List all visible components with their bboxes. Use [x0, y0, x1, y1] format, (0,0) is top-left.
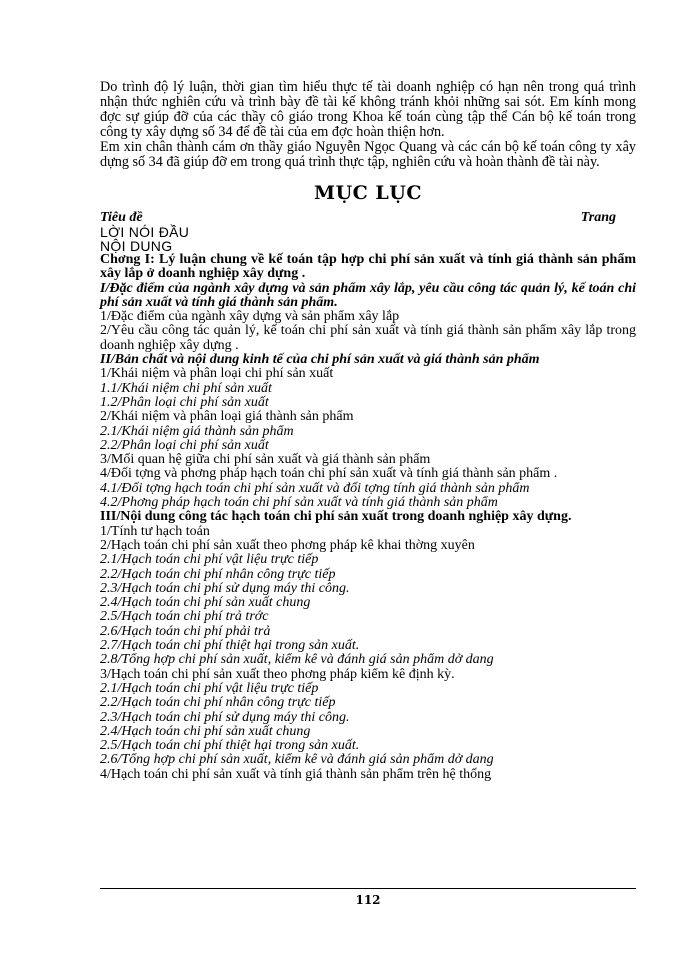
- toc-entry: 3/Mối quan hệ giữa chi phí sản xuất và giá thành sản phẩm: [100, 452, 431, 468]
- toc-col-title: Tiêu đề: [100, 210, 143, 225]
- toc-entry: 4/Đối tợng và phơng pháp hạch toán chi phí sản xuất và tính giá thành sản phẩm .: [100, 466, 558, 482]
- toc-entry: 2.5/Hạch toán chi phí thiệt hại trong sản xuất.: [100, 738, 360, 754]
- toc-entry: 4.1/Đối tợng hạch toán chi phí sản xuất và đối tợng tính giá thành sản phẩm: [100, 480, 530, 496]
- toc-list: [100, 225, 636, 782]
- toc-entry: 2.2/Phân loại chi phí sản xuất: [100, 437, 269, 453]
- toc-entry: NỘI DUNG: [100, 238, 173, 254]
- toc-entry: 2.3/Hạch toán chi phí sử dụng máy thi công.: [100, 580, 350, 596]
- toc-entry: LỜI NÓI ĐẦU: [100, 224, 190, 240]
- toc-column-header: [100, 210, 636, 225]
- toc-entry: 2.8/Tổng hợp chi phí sản xuất, kiểm kê và đánh giá sản phẩm dở dang: [100, 652, 494, 668]
- toc-entry: 1/Tính tư hạch toán: [100, 523, 210, 539]
- intro-paragraph-2: Em xin chân thành cám ơn thầy giáo Nguyễn Ngọc Quang và các cán bộ kế toán công ty xây dựng số 34 đã giúp đỡ em trong quá trình thực tập, nghiên cứu và hoàn thành đề tài này.: [100, 139, 636, 170]
- toc-entry: I/Đặc điểm của ngành xây dựng và sản phẩm xây lắp, yêu cầu công tác quản lý, kế toán chi phí sản xuất và tính giá thành sản phẩm.: [100, 280, 636, 310]
- toc-entry: 1.1/Khái niệm chi phí sản xuất: [100, 380, 272, 396]
- document-page: [100, 80, 636, 782]
- toc-entry: 2.1/Hạch toán chi phí vật liệu trực tiếp: [100, 680, 319, 696]
- toc-entry: 2.5/Hạch toán chi phí trả trớc: [100, 609, 269, 625]
- toc-entry: III/Nội dung công tác hạch toán chi phí sản xuất trong doanh nghiệp xây dựng.: [100, 509, 572, 525]
- toc-entry: 2.4/Hạch toán chi phí sản xuất chung: [100, 723, 311, 739]
- toc-entry: 2.2/Hạch toán chi phí nhân công trực tiếp: [100, 566, 336, 582]
- toc-title: MỤC LỤC: [314, 182, 422, 204]
- toc-entry: 2.7/Hạch toán chi phí thiệt hại trong sản xuất.: [100, 638, 360, 654]
- toc-entry: 2.6/Tổng hợp chi phí sản xuất, kiểm kê và đánh giá sản phẩm dở dang: [100, 752, 494, 768]
- toc-entry: 2.4/Hạch toán chi phí sản xuất chung: [100, 595, 311, 611]
- toc-entry: 2/Khái niệm và phân loại giá thành sản phẩm: [100, 409, 354, 425]
- toc-col-page: Trang: [580, 210, 616, 225]
- toc-entry: 3/Hạch toán chi phí sản xuất theo phơng pháp kiểm kê định kỳ.: [100, 666, 455, 682]
- toc-entry: II/Bản chất và nội dung kinh tế của chi phí sản xuất và giá thành sản phẩm: [100, 352, 540, 368]
- toc-entry: 2.3/Hạch toán chi phí sử dụng máy thi công.: [100, 709, 350, 725]
- toc-entry: 4.2/Phơng pháp hạch toán chi phí sản xuất và tính giá thành sản phẩm: [100, 495, 498, 511]
- footer-divider: [100, 888, 636, 889]
- toc-entry: 1.2/Phân loại chi phí sản xuất: [100, 394, 269, 410]
- toc-entry: 2.2/Hạch toán chi phí nhân công trực tiếp: [100, 695, 336, 711]
- toc-entry: 2.1/Hạch toán chi phí vật liệu trực tiếp: [100, 552, 319, 568]
- intro-paragraph-1: Do trình độ lý luận, thời gian tìm hiểu thực tế tài doanh nghiệp có hạn nên trong quá trình nhận thức nghiên cứu và trình bày đề tài kế không tránh khỏi những sai sót. Em kính mong đợc sự giúp đỡ của các thầy cô giáo trong Khoa kế toán cùng tập thể Cán bộ kế toán trong công ty xây dựng số 34 để đề tài của em đợc hoàn thiện hơn.: [100, 79, 636, 140]
- toc-entry: 2.1/Khái niệm giá thành sản phẩm: [100, 423, 294, 439]
- toc-entry: 1/Đặc điểm của ngành xây dựng và sản phẩm xây lắp: [100, 309, 400, 325]
- toc-entry: 4/Hạch toán chi phí sản xuất và tính giá thành sản phẩm trên hệ thống: [100, 766, 492, 782]
- toc-entry: 2.6/Hạch toán chi phí phải trả: [100, 623, 271, 639]
- page-number: 112: [355, 893, 381, 907]
- toc-entry: 2/Hạch toán chi phí sản xuất theo phơng pháp kê khai thờng xuyên: [100, 537, 475, 553]
- toc-entry: 2/Yêu cầu công tác quản lý, kế toán chi phí sản xuất và tính giá thành sản phẩm xây lắp trong doanh nghiệp xây dựng .: [100, 323, 636, 353]
- toc-entry: 1/Khái niệm và phân loại chi phí sản xuất: [100, 366, 334, 382]
- toc-entry: Chơng I: Lý luận chung về kế toán tập hợp chi phí sản xuất và tính giá thành sản phẩm xây lắp ở doanh nghiệp xây dựng .: [100, 252, 636, 282]
